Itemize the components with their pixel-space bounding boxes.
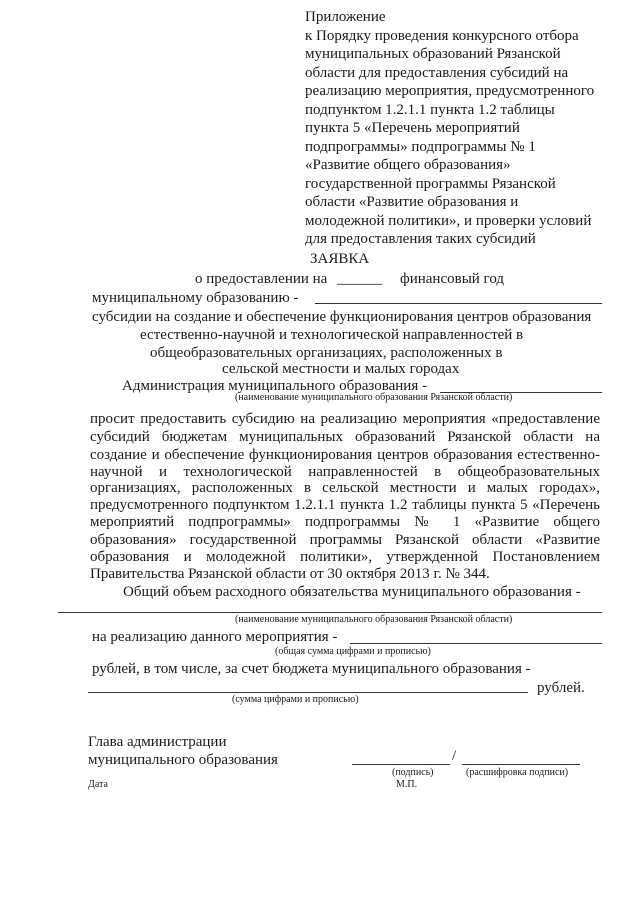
head-line-1: Глава администрации <box>88 734 227 750</box>
administration-label: Администрация муниципального образования - <box>122 378 427 394</box>
rubles-label: рублей. <box>537 680 585 696</box>
subject-line: естественно-научной и технологической направленностей в <box>140 327 524 343</box>
subject-line: сельской местности и малых городах <box>222 361 460 377</box>
slash: / <box>452 748 457 764</box>
appendix-line: для предоставления таких субсидий <box>305 231 536 247</box>
decoding-hint: (расшифровка подписи) <box>466 767 569 778</box>
body-line: создание и обеспечение функционирования центров образования естественно- <box>90 447 600 463</box>
appendix-line: области «Развитие образования и <box>305 194 519 210</box>
year-suffix: финансовый год <box>400 271 505 287</box>
implementation-label: на реализацию данного мероприятия - <box>92 629 338 645</box>
decoding-field[interactable] <box>462 764 580 765</box>
total-hint: (наименование муниципального образования Рязанской области) <box>235 614 513 625</box>
implementation-hint: (общая сумма цифрами и прописью) <box>275 646 431 657</box>
municipality-label: муниципальному образованию - <box>92 290 299 306</box>
year-blank[interactable]: ______ <box>337 271 382 287</box>
administration-hint: (наименование муниципального образования Рязанской области) <box>235 392 513 403</box>
form-title: ЗАЯВКА <box>310 251 370 267</box>
total-municipality-field[interactable] <box>58 612 602 613</box>
stamp-label: М.П. <box>396 779 418 790</box>
body-line: мероприятий подпрограммы» подпрограммы № 1 «Развитие общего <box>90 514 600 530</box>
appendix-line: подпрограммы» подпрограммы № 1 <box>305 138 536 155</box>
body-line: просит предоставить субсидию на реализацию мероприятия «предоставление <box>90 411 600 427</box>
municipality-field[interactable] <box>315 303 602 304</box>
budget-label: рублей, в том числе, за счет бюджета муниципального образования - <box>92 661 531 677</box>
body-line: научной и технологической направленностей в общеобразовательных <box>90 464 600 480</box>
body-line: субсидий бюджетам муниципальных образований Рязанской области на <box>90 429 600 445</box>
appendix-line: пункта 5 «Перечень мероприятий <box>305 120 520 136</box>
year-prefix: о предоставлении на <box>195 271 328 287</box>
appendix-line: к Порядку проведения конкурсного отбора <box>305 27 579 44</box>
body-line: организациях, расположенных в сельской местности и малых городах», <box>90 480 600 496</box>
signature-hint: (подпись) <box>392 767 434 778</box>
appendix-line: «Развитие общего образования» <box>305 157 511 173</box>
signature-field[interactable] <box>352 764 450 765</box>
body-last-line: Правительства Рязанской области от 30 октября 2013 г. № 344. <box>90 566 490 582</box>
body-line: образования и молодежной политики», утвержденной Постановлением <box>90 549 600 565</box>
implementation-field[interactable] <box>350 643 602 644</box>
budget-field[interactable] <box>88 692 528 693</box>
date-label: Дата <box>88 779 108 790</box>
appendix-line: муниципальных образований Рязанской <box>305 46 561 62</box>
appendix-line: реализацию мероприятия, предусмотренного <box>305 83 595 99</box>
appendix-block <box>305 8 605 249</box>
appendix-line: подпунктом 1.2.1.1 пункта 1.2 таблицы <box>305 101 555 118</box>
body-line: предусмотренного подпунктом 1.2.1.1 пункта 1.2 таблицы пункта 5 «Перечень <box>90 497 600 513</box>
subject-line: общеобразовательных организациях, расположенных в <box>150 345 503 361</box>
body-line: образования» государственной программы Рязанской области «Развитие <box>90 532 600 548</box>
appendix-line: молодежной политики», и проверки условий <box>305 212 592 229</box>
total-label: Общий объем расходного обязательства муниципального образования - <box>123 584 581 600</box>
appendix-line: государственной программы Рязанской <box>305 175 556 192</box>
head-line-2: муниципального образования <box>88 752 278 768</box>
appendix-line: области для предоставления субсидий на <box>305 64 569 81</box>
budget-hint: (сумма цифрами и прописью) <box>232 694 359 705</box>
subject-line: субсидии на создание и обеспечение функционирования центров образования <box>92 309 592 325</box>
appendix-title: Приложение <box>305 9 386 25</box>
